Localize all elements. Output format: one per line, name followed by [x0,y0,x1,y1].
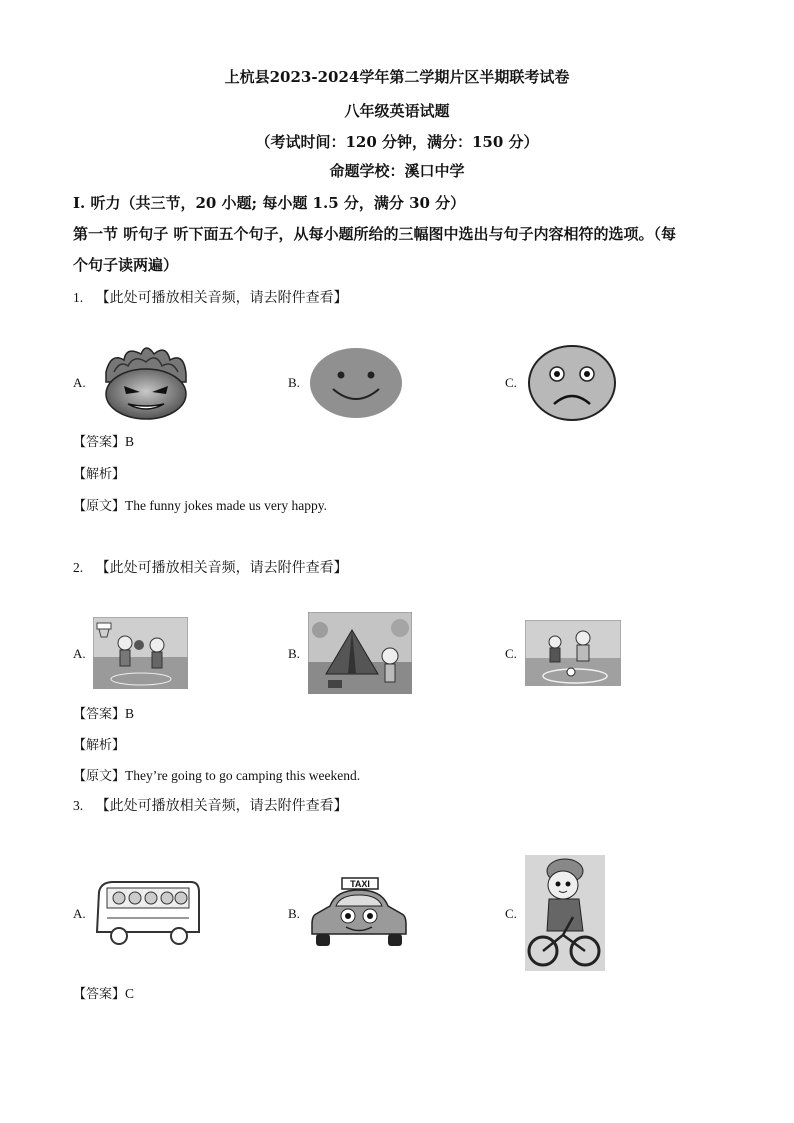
section-heading: I. 听力（共三节，20 小题; 每小题 1.5 分，满分 30 分） [73,194,466,212]
answer-value: C [125,986,135,1001]
question-prompt [73,287,348,307]
smiling-face-image [307,345,405,421]
answer-line [73,431,134,450]
audio-note: 【此处可播放相关音频，请去附件查看】 [95,798,348,814]
question-number: 2. [73,560,84,575]
analysis-label: 【解析】 [73,738,126,753]
answer-line [73,703,134,722]
original-line [73,765,360,784]
option-c-label: C. [505,646,517,661]
question-number: 3. [73,798,84,813]
exam-info: （考试时间：120 分钟，满分：150 分） [255,133,539,151]
option-c-label: C. [505,906,517,921]
audio-note: 【此处可播放相关音频，请去附件查看】 [95,290,348,306]
option-b-label: B. [288,375,300,390]
answer-value: B [125,706,135,721]
exam-title: 上杭县2023-2024学年第二学期片区半期联考试卷 [224,68,570,86]
girl-riding-bike-image [525,855,605,971]
section-instruction-line2: 个句子读两遍） [73,256,179,274]
answer-label: 【答案】 [73,435,126,450]
option-b-label: B. [288,906,300,921]
option-a-label: A. [73,375,86,390]
question-prompt [73,795,348,815]
taxi-sign-text: TAXI [350,879,370,889]
exam-subtitle: 八年级英语试题 [344,102,450,120]
option-b-label: B. [288,646,300,661]
original-label: 【原文】 [73,769,126,784]
camping-tent-image [308,612,412,694]
taxi-image [308,876,410,950]
question-number: 1. [73,290,84,305]
audio-note: 【此处可播放相关音频，请去附件查看】 [95,560,348,576]
soccer-kids-image [525,620,621,686]
basketball-kids-image [93,617,188,689]
original-text: They’re going to go camping this weekend. [125,768,361,783]
answer-value: B [125,434,135,449]
angry-fire-face-image [96,342,196,422]
original-label: 【原文】 [73,499,126,514]
answer-label: 【答案】 [73,707,126,722]
school-line: 命题学校：溪口中学 [329,162,465,180]
section-instruction-line1: 第一节 听句子 听下面五个句子，从每小题所给的三幅图中选出与句子内容相符的选项。（每 [73,225,676,243]
original-text: The funny jokes made us very happy. [125,498,327,513]
question-prompt [73,557,348,577]
analysis-label: 【解析】 [73,467,126,482]
answer-label: 【答案】 [73,987,126,1002]
option-a-label: A. [73,906,86,921]
sad-face-image [526,344,618,422]
answer-line [73,983,134,1002]
original-line [73,495,327,514]
option-a-label: A. [73,646,86,661]
bus-image [93,878,203,948]
option-c-label: C. [505,375,517,390]
